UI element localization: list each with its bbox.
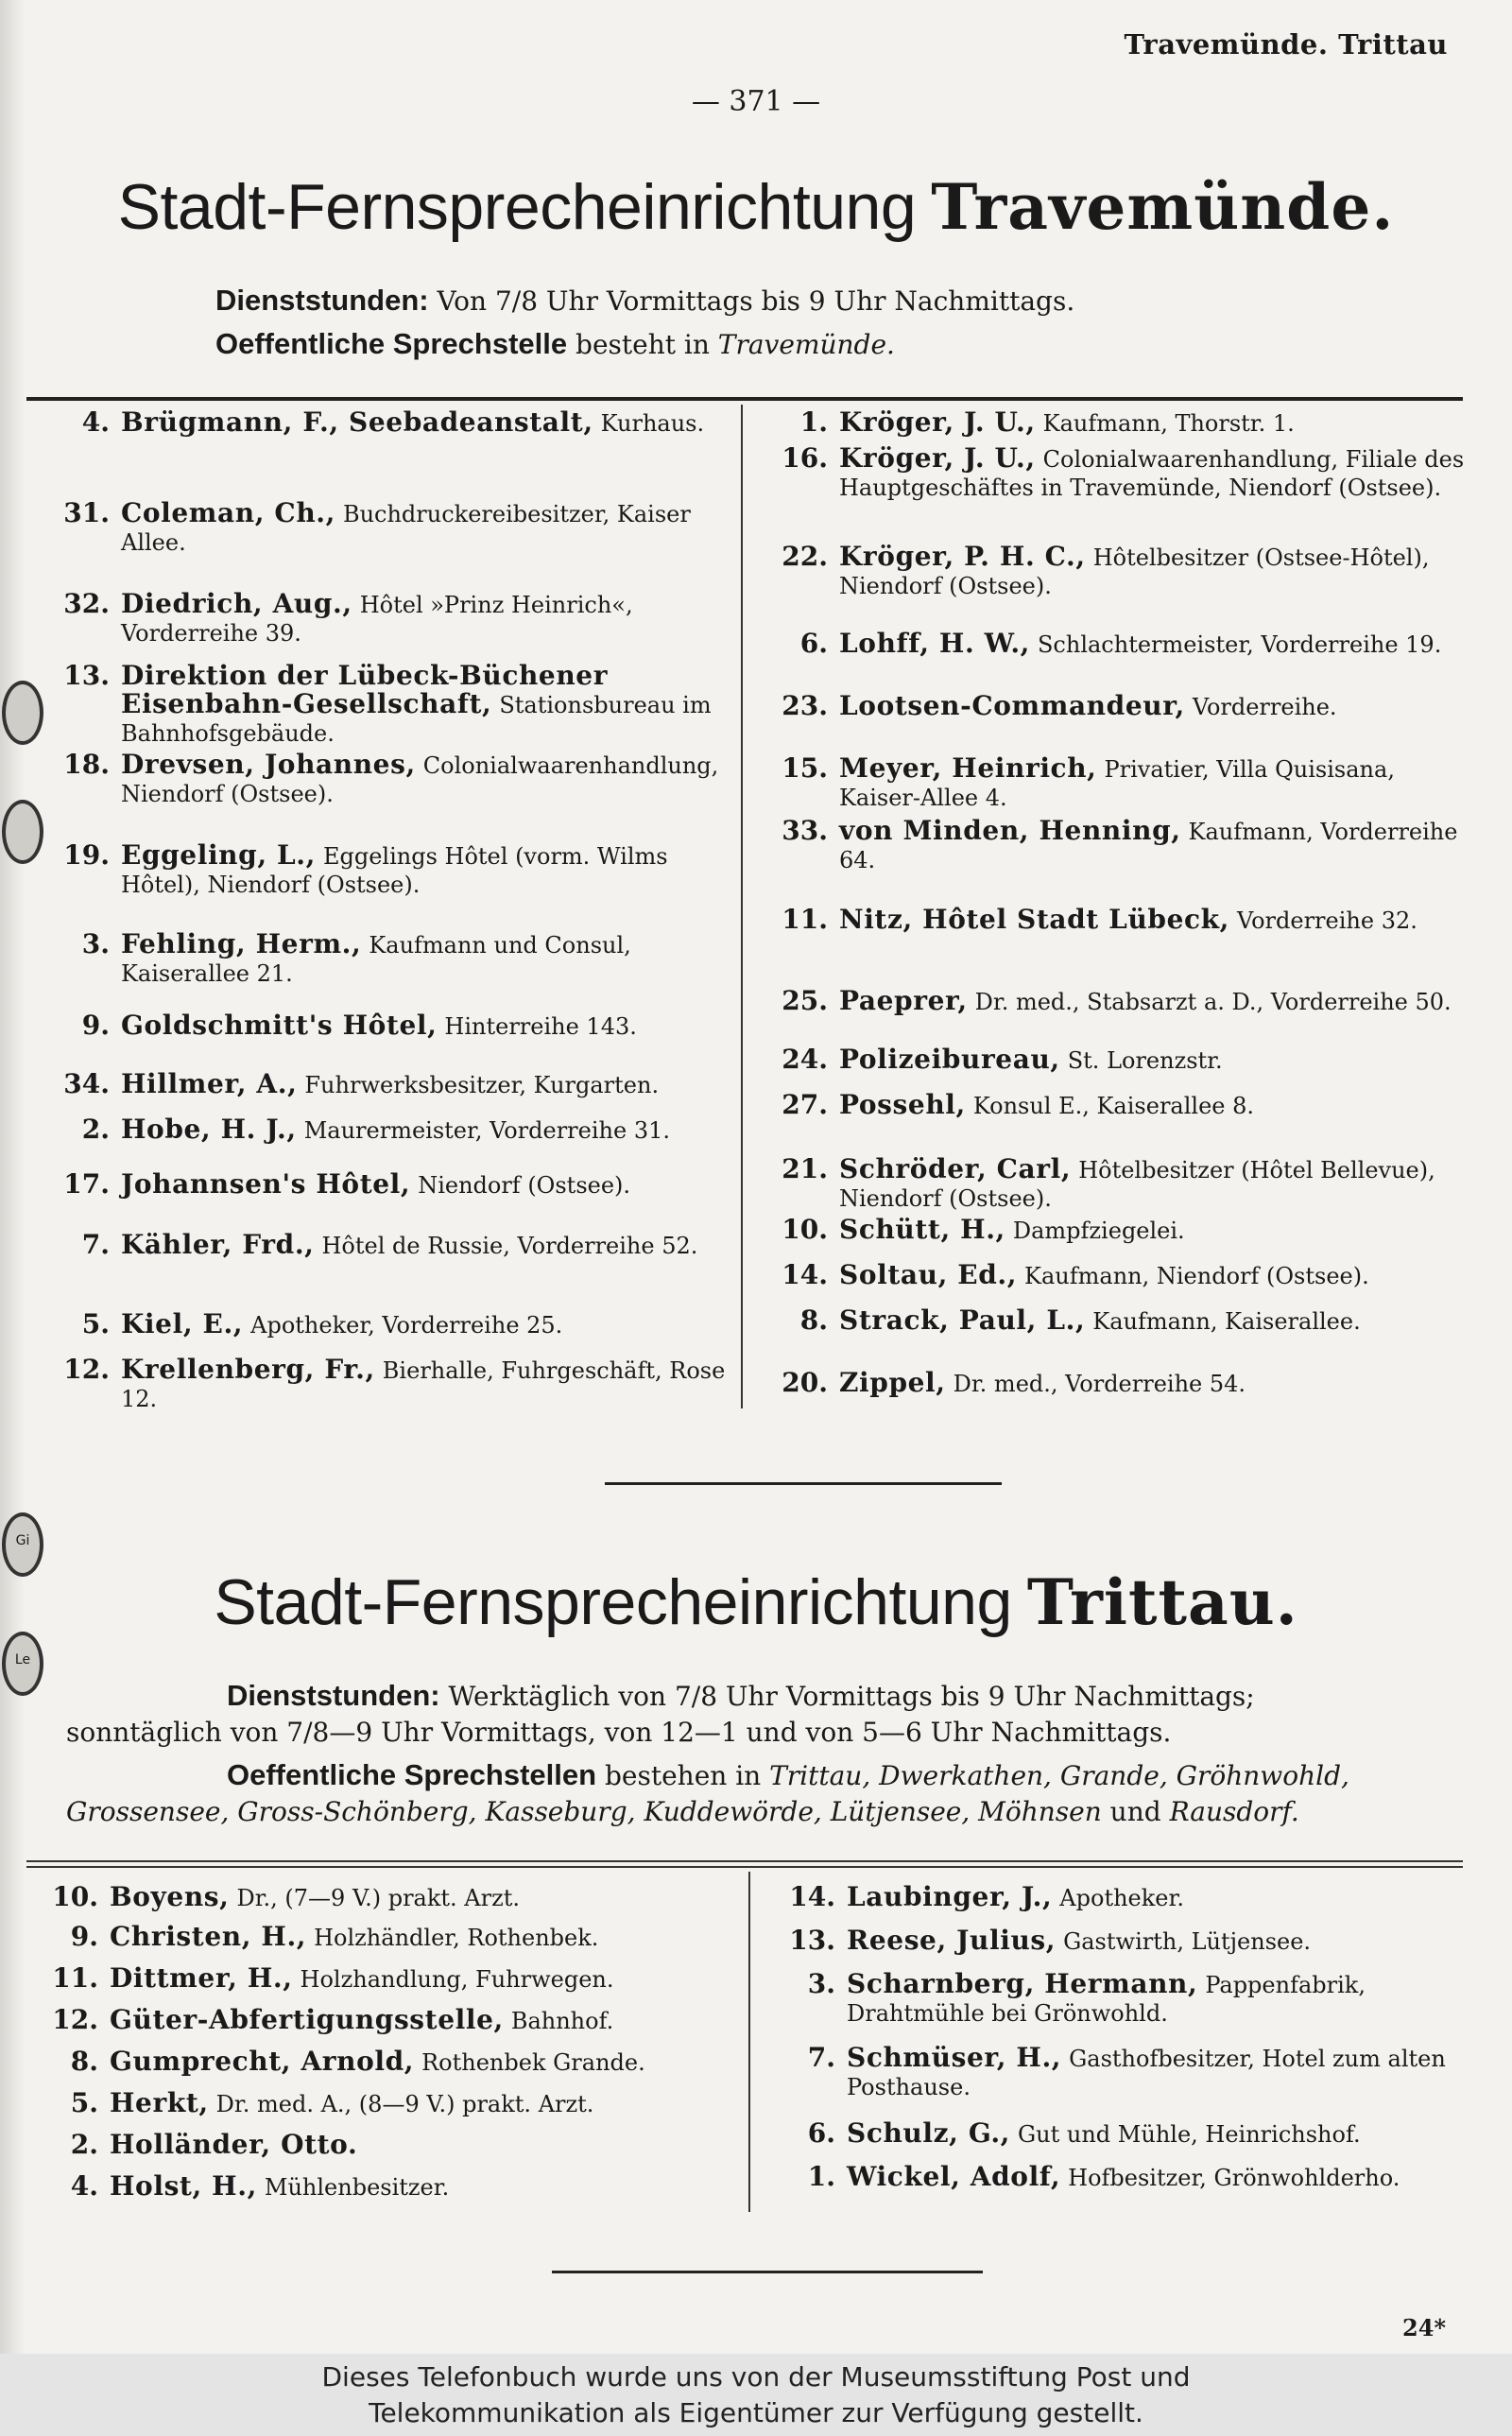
subscriber-detail: Dampfziegelei.: [1012, 1218, 1185, 1244]
subscriber-name: Dittmer, H.,: [110, 1962, 293, 1994]
directory-entry: [38, 1356, 728, 1413]
entry-number: 4.: [70, 2170, 98, 2202]
directory-entry: [764, 2044, 1482, 2101]
subscriber-name: Nitz, Hôtel Stadt Lübeck,: [839, 904, 1230, 935]
subscriber-detail: Bahnhof.: [510, 2008, 614, 2034]
subscriber-detail: Konsul E., Kaiserallee 8.: [972, 1093, 1255, 1119]
subscriber-name: Coleman, Ch.,: [121, 497, 335, 528]
subscriber-detail: Bierhalle, Fuhrgeschäft, Rose 12.: [121, 1357, 726, 1412]
subscriber-name: Brügmann, F., Seebadeanstalt,: [121, 406, 593, 438]
entry-number: 6.: [799, 628, 828, 659]
entry-text: [847, 1926, 1482, 1956]
subscriber-detail: Gasthofbesitzer, Hotel zum alten Posthause.: [847, 2046, 1446, 2100]
subscriber-name: Güter-Abfertigungsstelle,: [110, 2004, 504, 2035]
subscriber-detail: Colonialwaarenhandlung, Filiale des Hauptgeschäftes in Travemünde, Niendorf (Ostsee).: [839, 446, 1465, 501]
entry-text: [121, 1310, 728, 1339]
entry-text: [839, 1369, 1465, 1398]
directory-entry: [26, 1923, 735, 1952]
subscriber-detail: Maurermeister, Vorderreihe 31.: [303, 1117, 670, 1144]
public-stations-places: Trittau, Dwerkathen, Grande, Gröhnwohld,: [769, 1760, 1349, 1791]
subscriber-name: Goldschmitt's Hôtel,: [121, 1010, 438, 1041]
subscriber-name: Polizeibureau,: [839, 1044, 1060, 1075]
subscriber-detail: Kaufmann und Consul, Kaiserallee 21.: [121, 932, 631, 987]
subscriber-detail: Privatier, Villa Quisisana, Kaiser-Allee 4.: [839, 756, 1395, 811]
subscriber-name: Fehling, Herm.,: [121, 928, 362, 959]
entry-number: 3.: [807, 1968, 835, 1999]
entry-number: 7.: [807, 2042, 835, 2073]
directory-entry: [38, 590, 728, 648]
directory-entry: [26, 2089, 735, 2118]
right-column-trittau: [764, 1883, 1482, 2223]
entry-number: 25.: [782, 985, 828, 1016]
entry-number: 8.: [799, 1304, 828, 1336]
directory-entry: [756, 1091, 1465, 1120]
directory-entry: [756, 1369, 1465, 1398]
subscriber-name: Gumprecht, Arnold,: [110, 2046, 415, 2077]
entry-number: 13.: [63, 660, 110, 691]
entry-text: [121, 1170, 728, 1200]
entry-number: 21.: [782, 1153, 828, 1184]
footer-notice: [0, 2354, 1512, 2436]
entry-number: 18.: [63, 749, 110, 780]
entry-text: [839, 906, 1465, 935]
public-station-place: Travemünde.: [717, 329, 895, 360]
entry-text: [121, 751, 728, 808]
entry-text: [839, 1155, 1465, 1213]
entry-text: [121, 1011, 728, 1041]
entry-text: [121, 1070, 728, 1099]
entry-text: [839, 1216, 1465, 1245]
entry-number: 14.: [789, 1881, 835, 1912]
entry-text: [839, 1261, 1465, 1290]
entry-number: 10.: [782, 1214, 828, 1245]
subscriber-detail: Stationsbureau im Bahnhofsgebäude.: [121, 692, 712, 747]
entry-text: [121, 930, 728, 988]
subscriber-name: Boyens,: [110, 1881, 230, 1912]
entry-text: [110, 1923, 735, 1952]
section-divider: [26, 397, 1463, 401]
subscriber-name: Hillmer, A.,: [121, 1068, 298, 1099]
subscriber-name: Direktion der Lübeck-Büchener Eisenbahn-Gesellschaft,: [121, 660, 609, 719]
entry-text: [839, 543, 1465, 600]
entry-text: [839, 1091, 1465, 1120]
directory-entry: [38, 1310, 728, 1339]
entry-number: 16.: [782, 442, 828, 474]
entry-number: 20.: [782, 1367, 828, 1398]
entry-number: 10.: [52, 1881, 98, 1912]
service-hours-label: Dienststunden:: [215, 284, 429, 317]
entry-text: [839, 1306, 1465, 1336]
entry-number: 9.: [81, 1010, 110, 1041]
service-hours-text: Von 7/8 Uhr Vormittags bis 9 Uhr Nachmittags.: [437, 285, 1075, 317]
entry-text: [839, 630, 1465, 659]
subscriber-name: Hobe, H. J.,: [121, 1114, 297, 1145]
public-stations-places-2: Grossensee, Gross-Schönberg, Kasseburg, Kuddewörde, Lütjensee, Möhnsen: [66, 1796, 1102, 1827]
entry-number: 32.: [63, 588, 110, 619]
entry-number: 11.: [782, 904, 828, 935]
subscriber-name: Zippel,: [839, 1367, 946, 1398]
entry-text: [110, 1964, 735, 1994]
entry-number: 3.: [81, 928, 110, 959]
subscriber-detail: Rothenbek Grande.: [421, 2049, 645, 2076]
entry-number: 2.: [70, 2129, 98, 2160]
directory-entry: [756, 1045, 1465, 1075]
directory-entry: [764, 1883, 1482, 1912]
entry-number: 8.: [70, 2046, 98, 2077]
public-stations-text: bestehen in: [604, 1760, 762, 1791]
page-edge-shadow: [0, 0, 25, 2354]
subscriber-name: Scharnberg, Hermann,: [847, 1968, 1198, 1999]
subscriber-detail: Dr. med., Stabsarzt a. D., Vorderreihe 50.: [974, 989, 1452, 1015]
subscriber-detail: Kaufmann, Thorstr. 1.: [1042, 410, 1295, 437]
left-column-travemuende: [38, 408, 728, 1410]
subscriber-name: Drevsen, Johannes,: [121, 749, 416, 780]
directory-entry: [38, 1011, 728, 1041]
service-hours: [227, 1679, 1255, 1713]
subscriber-detail: Hinterreihe 143.: [444, 1013, 637, 1040]
directory-entry: [26, 2131, 735, 2160]
directory-entry: [26, 2006, 735, 2035]
section-end-rule: [605, 1482, 1002, 1485]
entry-text: [847, 2119, 1482, 2149]
subscriber-name: Diedrich, Aug.,: [121, 588, 352, 619]
directory-entry: [764, 1926, 1482, 1956]
entry-number: 5.: [81, 1308, 110, 1339]
entry-number: 31.: [63, 497, 110, 528]
entry-number: 12.: [52, 2004, 98, 2035]
directory-entry: [38, 841, 728, 899]
subscriber-detail: Schlachtermeister, Vorderreihe 19.: [1037, 631, 1442, 658]
subscriber-name: Herkt,: [110, 2087, 209, 2118]
title-place: Travemünde.: [931, 170, 1395, 244]
directory-entry: [26, 1883, 735, 1912]
footer-line-1: Dieses Telefonbuch wurde uns von der Museumsstiftung Post und: [321, 2361, 1191, 2393]
subscriber-detail: Buchdruckereibesitzer, Kaiser Allee.: [121, 501, 691, 556]
subscriber-detail: Gastwirth, Lütjensee.: [1063, 1928, 1312, 1955]
entry-text: [110, 2131, 735, 2160]
entry-number: 23.: [782, 690, 828, 721]
directory-entry: [38, 662, 728, 748]
directory-entry: [38, 1070, 728, 1099]
entry-text: [839, 754, 1465, 812]
subscriber-name: Lohff, H. W.,: [839, 628, 1031, 659]
subscriber-detail: Dr. med. A., (8—9 V.) prakt. Arzt.: [215, 2091, 594, 2117]
footer-line-2: Telekommunikation als Eigentümer zur Verfügung gestellt.: [369, 2397, 1143, 2428]
entry-text: [839, 1045, 1465, 1075]
entry-number: 33.: [782, 815, 828, 846]
directory-entry: [756, 1261, 1465, 1290]
entry-text: [847, 2163, 1482, 2192]
entry-text: [121, 1356, 728, 1413]
binding-hole-icon: [2, 1632, 43, 1696]
public-station-text: besteht in: [576, 329, 710, 360]
subscriber-name: Soltau, Ed.,: [839, 1259, 1018, 1290]
subscriber-detail: Hôtel »Prinz Heinrich«, Vorderreihe 39.: [121, 592, 633, 647]
subscriber-name: Kröger, P. H. C.,: [839, 541, 1086, 572]
subscriber-detail: Apotheker.: [1059, 1885, 1184, 1911]
directory-entry: [756, 987, 1465, 1016]
subscriber-detail: Kaufmann, Vorderreihe 64.: [839, 819, 1458, 873]
entry-number: 15.: [782, 752, 828, 784]
directory-entry: [38, 930, 728, 988]
subscriber-detail: St. Lorenzstr.: [1067, 1047, 1223, 1074]
entry-number: 14.: [782, 1259, 828, 1290]
page-end-rule: [552, 2271, 983, 2273]
title-prefix: Stadt-Fernsprecheinrichtung: [117, 171, 917, 243]
entry-number: 34.: [63, 1068, 110, 1099]
entry-text: [847, 2044, 1482, 2101]
right-column-travemuende: [756, 408, 1465, 1410]
entry-text: [121, 1115, 728, 1145]
subscriber-detail: Dr., (7—9 V.) prakt. Arzt.: [236, 1885, 521, 1911]
subscriber-detail: Hôtelbesitzer (Ostsee-Hôtel), Niendorf (Ostsee).: [839, 544, 1430, 599]
entry-number: 9.: [70, 1921, 98, 1952]
subscriber-name: Kröger, J. U.,: [839, 406, 1036, 438]
section-divider: [26, 1860, 1463, 1862]
entry-text: [839, 817, 1465, 874]
directory-entry: [756, 817, 1465, 874]
subscriber-detail: Mühlenbesitzer.: [264, 2174, 450, 2201]
directory-entry: [756, 1306, 1465, 1336]
subscriber-detail: Kaufmann, Niendorf (Ostsee).: [1024, 1263, 1369, 1289]
entry-text: [121, 662, 728, 748]
title-place: Trittau.: [1026, 1565, 1298, 1639]
entry-text: [110, 2047, 735, 2077]
subscriber-name: Krellenberg, Fr.,: [121, 1354, 375, 1385]
entry-text: [121, 590, 728, 648]
subscriber-name: Schmüser, H.,: [847, 2042, 1062, 2073]
entry-text: [110, 2006, 735, 2035]
entry-text: [110, 2172, 735, 2202]
service-hours-label: Dienststunden:: [227, 1679, 440, 1712]
directory-entry: [756, 408, 1465, 438]
subscriber-name: Christen, H.,: [110, 1921, 307, 1952]
left-column-trittau: [26, 1883, 735, 2223]
directory-entry: [26, 2047, 735, 2077]
subscriber-detail: Holzhandlung, Fuhrwegen.: [300, 1966, 614, 1993]
service-hours-text: Werktäglich von 7/8 Uhr Vormittags bis 9 Uhr Nachmittags;: [448, 1681, 1255, 1712]
subscriber-detail: Dr. med., Vorderreihe 54.: [953, 1371, 1246, 1397]
page-signature: 24*: [1402, 2314, 1446, 2341]
subscriber-name: Paeprer,: [839, 985, 968, 1016]
section-title-travemuende: [0, 170, 1512, 244]
entry-text: [121, 1231, 728, 1260]
title-prefix: Stadt-Fernsprecheinrichtung: [214, 1566, 1012, 1638]
directory-entry: [756, 543, 1465, 600]
subscriber-name: Lootsen-Commandeur,: [839, 690, 1185, 721]
directory-entry: [38, 1170, 728, 1200]
entry-text: [121, 841, 728, 899]
subscriber-name: Possehl,: [839, 1089, 966, 1120]
directory-entry: [26, 1964, 735, 1994]
subscriber-name: Wickel, Adolf,: [847, 2161, 1061, 2192]
subscriber-name: Schulz, G.,: [847, 2117, 1011, 2149]
directory-entry: [756, 1155, 1465, 1213]
subscriber-name: Holländer, Otto.: [110, 2129, 358, 2160]
public-station: [215, 327, 895, 361]
subscriber-detail: Vorderreihe.: [1192, 694, 1337, 720]
margin-mark: Gi: [15, 1533, 30, 1548]
entry-text: [121, 499, 728, 557]
directory-entry: [756, 692, 1465, 721]
subscriber-detail: Kurhaus.: [600, 410, 705, 437]
directory-entry: [764, 2119, 1482, 2149]
directory-entry: [756, 630, 1465, 659]
subscriber-name: Eggeling, L.,: [121, 839, 317, 871]
page-number: — 371 —: [691, 85, 821, 118]
directory-entry: [756, 906, 1465, 935]
subscriber-detail: Hôtelbesitzer (Hôtel Bellevue), Niendorf (Ostsee).: [839, 1157, 1435, 1212]
entry-text: [847, 1883, 1482, 1912]
subscriber-detail: Holzhändler, Rothenbek.: [314, 1925, 599, 1951]
subscriber-name: Schütt, H.,: [839, 1214, 1005, 1245]
column-divider: [741, 405, 743, 1408]
margin-mark: Le: [14, 1652, 31, 1667]
directory-entry: [756, 1216, 1465, 1245]
entry-number: 5.: [70, 2087, 98, 2118]
subscriber-detail: Pappenfabrik, Drahtmühle bei Grönwohld.: [847, 1972, 1366, 2027]
subscriber-detail: Eggelings Hôtel (vorm. Wilms Hôtel), Niendorf (Ostsee).: [121, 843, 668, 898]
entry-number: 27.: [782, 1089, 828, 1120]
directory-entry: [756, 754, 1465, 812]
subscriber-detail: Hofbesitzer, Grönwohlderho.: [1068, 2165, 1400, 2191]
subscriber-detail: Kaufmann, Kaiserallee.: [1092, 1308, 1361, 1335]
directory-entry: [38, 499, 728, 557]
entry-number: 1.: [807, 2161, 835, 2192]
service-hours-sunday: sonntäglich von 7/8—9 Uhr Vormittags, von 12—1 und von 5—6 Uhr Nachmittags.: [66, 1717, 1172, 1748]
subscriber-name: Meyer, Heinrich,: [839, 752, 1097, 784]
subscriber-detail: Gut und Mühle, Heinrichshof.: [1017, 2121, 1361, 2148]
subscriber-name: Strack, Paul, L.,: [839, 1304, 1086, 1336]
subscriber-name: Holst, H.,: [110, 2170, 257, 2202]
entry-text: [121, 408, 728, 438]
directory-entry: [756, 444, 1465, 502]
directory-entry: [38, 1115, 728, 1145]
subscriber-detail: Niendorf (Ostsee).: [418, 1172, 631, 1199]
section-title-trittau: [0, 1565, 1512, 1639]
entry-text: [110, 2089, 735, 2118]
subscriber-name: Reese, Julius,: [847, 1925, 1057, 1956]
directory-entry: [38, 1231, 728, 1260]
entry-number: 6.: [807, 2117, 835, 2149]
subscriber-detail: Apotheker, Vorderreihe 25.: [250, 1312, 563, 1339]
entry-text: [110, 1883, 735, 1912]
directory-entry: [26, 2172, 735, 2202]
subscriber-name: Kiel, E.,: [121, 1308, 244, 1339]
entry-number: 17.: [63, 1168, 110, 1200]
subscriber-name: Kähler, Frd.,: [121, 1229, 315, 1260]
subscriber-name: Kröger, J. U.,: [839, 442, 1036, 474]
subscriber-detail: Fuhrwerksbesitzer, Kurgarten.: [304, 1072, 660, 1098]
subscriber-detail: Vorderreihe 32.: [1236, 907, 1418, 934]
directory-entry: [764, 2163, 1482, 2192]
public-stations-and: und: [1109, 1796, 1161, 1827]
entry-text: [839, 408, 1465, 438]
subscriber-detail: Colonialwaarenhandlung, Niendorf (Ostsee).: [121, 752, 719, 807]
entry-number: 12.: [63, 1354, 110, 1385]
public-stations-last: Rausdorf.: [1169, 1796, 1299, 1827]
subscriber-name: Laubinger, J.,: [847, 1881, 1053, 1912]
directory-entry: [38, 408, 728, 438]
section-divider-double: [26, 1866, 1463, 1868]
entry-number: 7.: [81, 1229, 110, 1260]
subscriber-name: Schröder, Carl,: [839, 1153, 1072, 1184]
subscriber-name: Johannsen's Hôtel,: [121, 1168, 411, 1200]
directory-entry: [38, 751, 728, 808]
public-stations: [227, 1758, 1349, 1792]
subscriber-name: von Minden, Henning,: [839, 815, 1181, 846]
directory-entry: [764, 1970, 1482, 2028]
entry-text: [839, 444, 1465, 502]
entry-number: 11.: [52, 1962, 98, 1994]
entry-number: 24.: [782, 1044, 828, 1075]
subscriber-detail: Hôtel de Russie, Vorderreihe 52.: [321, 1233, 698, 1259]
entry-number: 19.: [63, 839, 110, 871]
column-divider: [748, 1872, 750, 2212]
entry-text: [839, 692, 1465, 721]
entry-number: 13.: [789, 1925, 835, 1956]
public-stations-label: Oeffentliche Sprechstellen: [227, 1758, 597, 1791]
entry-number: 4.: [81, 406, 110, 438]
public-stations-cont: [66, 1796, 1299, 1827]
public-station-label: Oeffentliche Sprechstelle: [215, 327, 568, 360]
entry-number: 1.: [799, 406, 828, 438]
entry-number: 22.: [782, 541, 828, 572]
entry-text: [839, 987, 1465, 1016]
entry-number: 2.: [81, 1114, 110, 1145]
service-hours: [215, 284, 1074, 318]
entry-text: [847, 1970, 1482, 2028]
running-head: Travemünde. Trittau: [1124, 28, 1448, 60]
